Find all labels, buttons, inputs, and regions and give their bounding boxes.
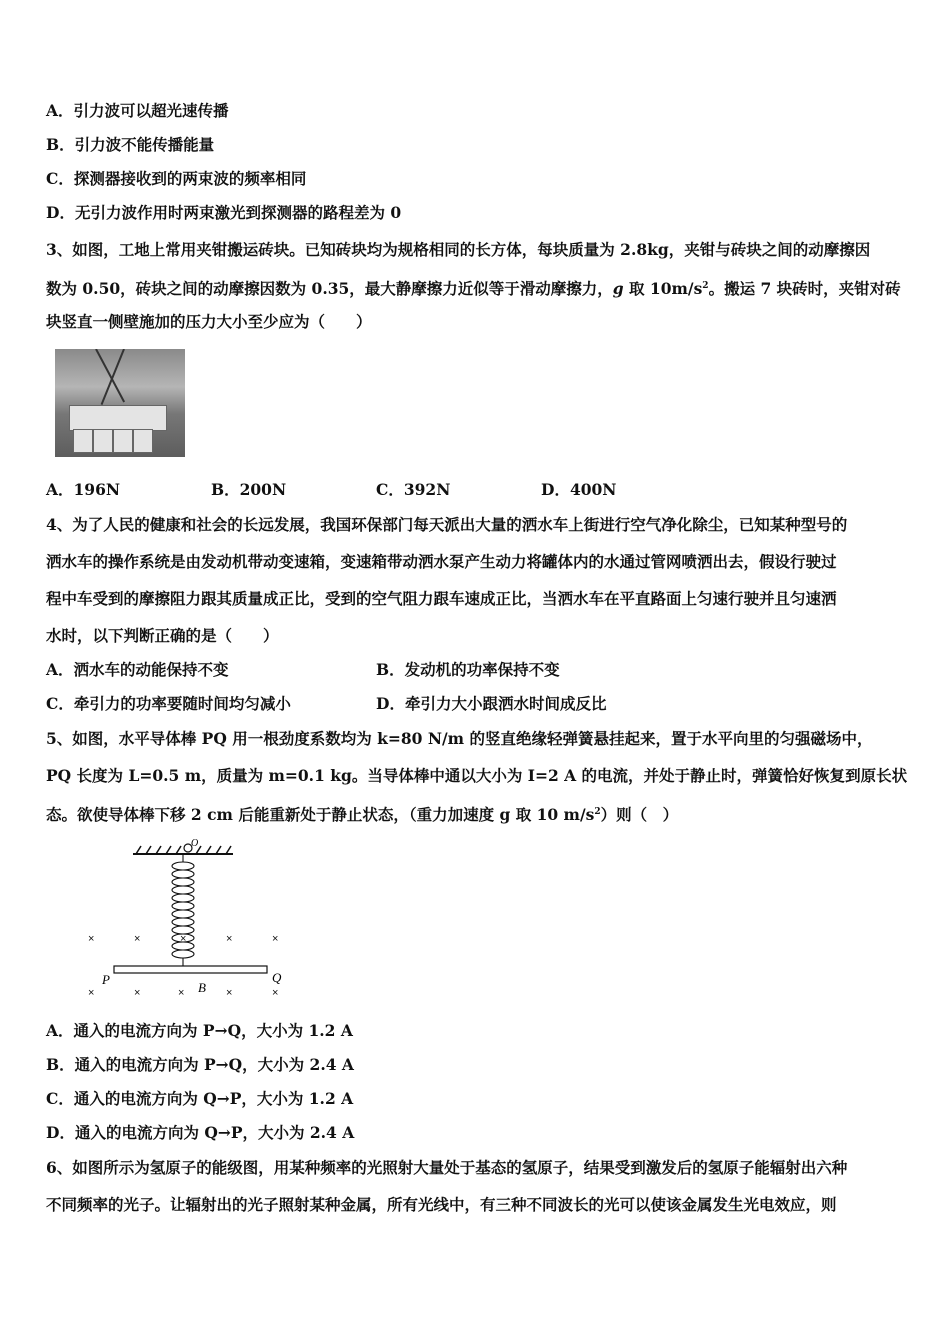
- q4-stem-line4: 水时，以下判断正确的是（ ）: [46, 626, 279, 645]
- q5-stem-line2: PQ 长度为 L=0.5 m，质量为 m=0.1 kg。当导体棒中通以大小为 I=2 A 的电流，并处于静止时，弹簧恰好恢复到原长状: [46, 766, 908, 785]
- q3-g-symbol: g: [612, 279, 624, 298]
- spring: [172, 854, 194, 966]
- q5-option-b: B．通入的电流方向为 P→Q，大小为 2.4 A: [46, 1055, 354, 1074]
- label-o: O: [191, 838, 199, 849]
- q3-stem-line2-end: 。搬运 7 块砖时，夹钳对砖: [708, 279, 901, 298]
- q3-superscript: 2: [702, 281, 709, 291]
- field-cross: ×: [178, 987, 185, 999]
- q5-stem-line1: 5、如图，水平导体棒 PQ 用一根劲度系数均为 k=80 N/m 的竖直绝缘轻弹簧悬挂起来，置于水平向里的匀强磁场中，: [46, 729, 873, 748]
- q3-stem-line1: 3、如图，工地上常用夹钳搬运砖块。已知砖块均为规格相同的长方体，每块质量为 2.8kg，夹钳与砖块之间的动摩擦因: [46, 240, 871, 259]
- q5-stem-line3: [46, 802, 678, 825]
- label-q: Q: [272, 970, 282, 985]
- q3-option-c: C．392N: [376, 480, 451, 499]
- q2-option-c: C．探测器接收到的两束波的频率相同: [46, 169, 307, 188]
- field-cross: ×: [226, 987, 233, 999]
- q4-option-c: C．牵引力的功率要随时间均匀减小: [46, 694, 291, 713]
- field-cross: ×: [134, 987, 141, 999]
- q5-stem-line3-text: 态。欲使导体棒下移 2 cm 后能重新处于静止状态，（重力加速度 g 取 10 m/s: [46, 805, 595, 824]
- q5-option-d: D．通入的电流方向为 Q→P，大小为 2.4 A: [46, 1123, 355, 1142]
- q3-stem-line2: [46, 276, 901, 299]
- q6-stem-line1: 6、如图所示为氢原子的能级图，用某种频率的光照射大量处于基态的氢原子，结果受到激发后的氢原子能辐射出六种: [46, 1158, 848, 1177]
- q4-option-a: A．洒水车的动能保持不变: [46, 660, 229, 679]
- q3-option-d: D．400N: [541, 480, 617, 499]
- q2-option-a: A．引力波可以超光速传播: [46, 101, 229, 120]
- conductor-rod: [114, 966, 267, 973]
- q6-stem-line2: 不同频率的光子。让辐射出的光子照射某种金属，所有光线中，有三种不同波长的光可以使该金属发生光电效应，则: [46, 1195, 837, 1214]
- brick-clamp-photo: [55, 349, 185, 457]
- field-cross: ×: [88, 987, 95, 999]
- q3-stem-line2-text: 数为 0.50，砖块之间的动摩擦因数为 0.35，最大静摩擦力近似等于滑动摩擦力，: [46, 279, 613, 298]
- spring-magnetic-field-diagram: [78, 834, 308, 1002]
- q4-stem-line2: 洒水车的操作系统是由发动机带动变速箱，变速箱带动洒水泵产生动力将罐体内的水通过管网喷洒出去，假设行驶过: [46, 552, 837, 571]
- q3-stem-line3: 块竖直一侧壁施加的压力大小至少应为（ ）: [46, 312, 372, 331]
- q2-option-b: B．引力波不能传播能量: [46, 135, 215, 154]
- field-cross: ×: [226, 933, 233, 945]
- field-cross: ×: [88, 933, 95, 945]
- q3-option-a: A．196N: [46, 480, 121, 499]
- label-p: P: [102, 972, 110, 987]
- q5-option-a: A．通入的电流方向为 P→Q，大小为 1.2 A: [46, 1021, 353, 1040]
- q4-stem-line3: 程中车受到的摩擦阻力跟其质量成正比，受到的空气阻力跟车速成正比，当洒水车在平直路面上匀速行驶并且匀速洒: [46, 589, 837, 608]
- field-cross: ×: [180, 933, 187, 945]
- q4-option-b: B．发动机的功率保持不变: [376, 660, 560, 679]
- q3-option-b: B．200N: [211, 480, 287, 499]
- q4-option-d: D．牵引力大小跟洒水时间成反比: [376, 694, 607, 713]
- q5-option-c: C．通入的电流方向为 Q→P，大小为 1.2 A: [46, 1089, 354, 1108]
- q3-stem-line2-unit: 取 10m/s: [623, 279, 703, 298]
- q4-stem-line1: 4、为了人民的健康和社会的长远发展，我国环保部门每天派出大量的洒水车上街进行空气净化除尘，已知某种型号的: [46, 515, 848, 534]
- q5-superscript: 2: [594, 807, 601, 817]
- field-cross: ×: [272, 987, 279, 999]
- q2-option-d: D．无引力波作用时两束激光到探测器的路程差为 0: [46, 203, 402, 222]
- field-cross: ×: [134, 933, 141, 945]
- field-cross: ×: [272, 933, 279, 945]
- label-b: B: [198, 980, 206, 995]
- q5-stem-line3-end: ）则（ ）: [600, 805, 679, 824]
